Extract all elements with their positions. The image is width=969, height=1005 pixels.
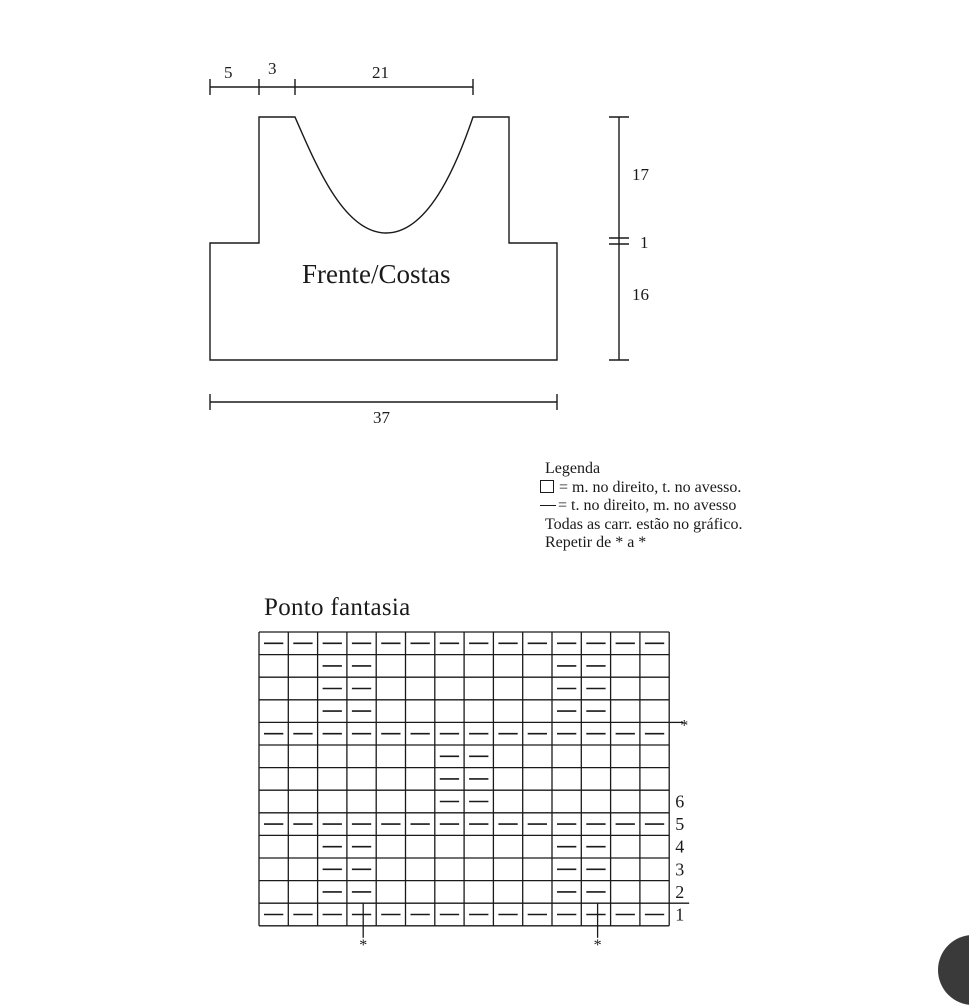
repeat-marker-bottom: *: [359, 936, 368, 954]
measure-3: 3: [268, 59, 277, 78]
repeat-marker-bottom: *: [593, 936, 602, 954]
measure-16: 16: [632, 285, 649, 304]
chart-title: Ponto fantasia: [264, 594, 411, 621]
legend-rows-note: Todas as carr. estão no gráfico.: [545, 515, 743, 533]
measure-17: 17: [632, 165, 649, 184]
legend-title: Legenda: [545, 460, 601, 477]
row-number: 1: [675, 904, 685, 925]
row-number: 2: [675, 881, 685, 902]
measure-37: 37: [373, 408, 390, 427]
legend-repeat-note: Repetir de * a *: [545, 534, 647, 551]
piece-label: Frente/Costas: [302, 259, 451, 289]
row-number: 5: [675, 814, 685, 835]
row-number: 3: [675, 859, 685, 880]
row-number: 4: [675, 836, 685, 857]
measure-1: 1: [640, 233, 649, 252]
row-number: 6: [675, 791, 685, 812]
repeat-marker-right: *: [680, 717, 689, 735]
legend-purl-item: = t. no direito, m. no avesso: [540, 497, 742, 516]
legend-knit-item: = m. no direito, t. no avesso.: [540, 479, 742, 498]
measure-5: 5: [224, 63, 233, 82]
measure-21: 21: [372, 63, 389, 82]
